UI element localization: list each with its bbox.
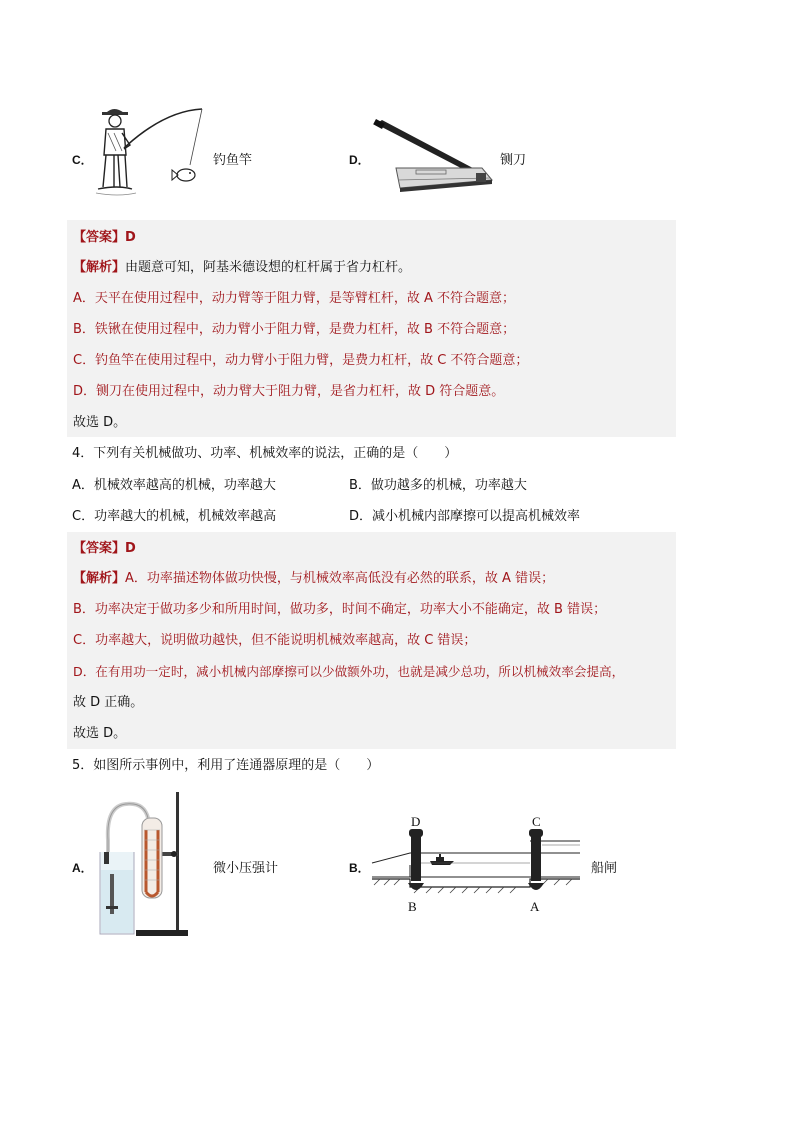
q3-analysis-b: B．铁锹在使用过程中，动力臂小于阻力臂，是费力杠杆，故 B 不符合题意； xyxy=(73,322,516,337)
q3-answer-panel xyxy=(67,220,676,437)
q3-answer-line xyxy=(73,229,136,247)
q4-option-b: B．做功越多的机械，功率越大 xyxy=(349,478,527,493)
option-d-caption: 铡刀 xyxy=(500,153,527,168)
q3-analysis-d: D．铡刀在使用过程中，动力臂大于阻力臂，是省力杠杆，故 D 符合题意。 xyxy=(73,384,505,399)
answer-value: D xyxy=(125,230,136,245)
lock-label-b: B xyxy=(408,899,417,914)
q4-stem: 4．下列有关机械做功、功率、机械效率的说法，正确的是（ ） xyxy=(72,446,458,461)
q4-analysis-d1: D．在有用功一定时，减小机械内部摩擦可以少做额外功，也就是减少总功，所以机械效率会提高， xyxy=(73,664,625,679)
q4-analysis-a xyxy=(73,570,554,588)
q3-conclusion: 故选 D。 xyxy=(73,415,127,430)
q5-option-a-letter: A． xyxy=(72,861,93,875)
q4-option-c: C．功率越大的机械，机械效率越高 xyxy=(72,509,277,524)
lock-label-c: C xyxy=(532,814,541,829)
q4-analysis-c: C．功率越大，说明做功越快，但不能说明机械效率越高，故 C 错误； xyxy=(73,633,477,648)
analysis-tag: 【解析】 xyxy=(73,571,126,586)
answer-tag: 【答案】 xyxy=(73,541,126,556)
q4-analysis-d2: 故 D 正确。 xyxy=(73,695,144,710)
q5-option-a-caption: 微小压强计 xyxy=(213,861,279,876)
lock-label-a: A xyxy=(530,899,540,914)
q4-option-a: A．机械效率越高的机械，功率越大 xyxy=(72,478,276,493)
q4-option-d: D．减小机械内部摩擦可以提高机械效率 xyxy=(349,509,581,524)
fisherman-illustration xyxy=(94,103,206,198)
micro-pressure-gauge-illustration xyxy=(96,790,194,940)
analysis-tag: 【解析】 xyxy=(73,260,126,275)
q4-answer-line xyxy=(73,540,136,558)
option-d-letter: D． xyxy=(349,153,370,167)
answer-tag: 【答案】 xyxy=(73,230,126,245)
q5-option-b-caption: 船闸 xyxy=(591,861,618,876)
lock-label-d: D xyxy=(411,814,421,829)
guillotine-cutter-illustration xyxy=(370,118,495,193)
analysis-intro-text: 由题意可知，阿基米德设想的杠杆属于省力杠杆。 xyxy=(125,260,412,275)
analysis-a-text: A．功率描述物体做功快慢，与机械效率高低没有必然的联系，故 A 错误； xyxy=(125,571,555,586)
q4-conclusion: 故选 D。 xyxy=(73,726,127,741)
option-c-caption: 钓鱼竿 xyxy=(213,153,253,168)
option-c-letter: C． xyxy=(72,153,93,167)
ship-lock-diagram xyxy=(370,815,585,915)
q3-analysis-c: C．钓鱼竿在使用过程中，动力臂小于阻力臂，是费力杠杆，故 C 不符合题意； xyxy=(73,353,529,368)
q3-analysis-a: A．天平在使用过程中，动力臂等于阻力臂，是等臂杠杆，故 A 不符合题意； xyxy=(73,291,516,306)
q4-analysis-b: B．功率决定于做功多少和所用时间，做功多，时间不确定，功率大小不能确定，故 B 错误； xyxy=(73,602,607,617)
q5-option-b-letter: B． xyxy=(349,861,370,875)
q5-stem: 5．如图所示事例中，利用了连通器原理的是（ ） xyxy=(72,758,380,773)
q4-answer-panel xyxy=(67,532,676,749)
answer-value: D xyxy=(125,541,136,556)
q3-analysis-intro xyxy=(73,259,411,277)
